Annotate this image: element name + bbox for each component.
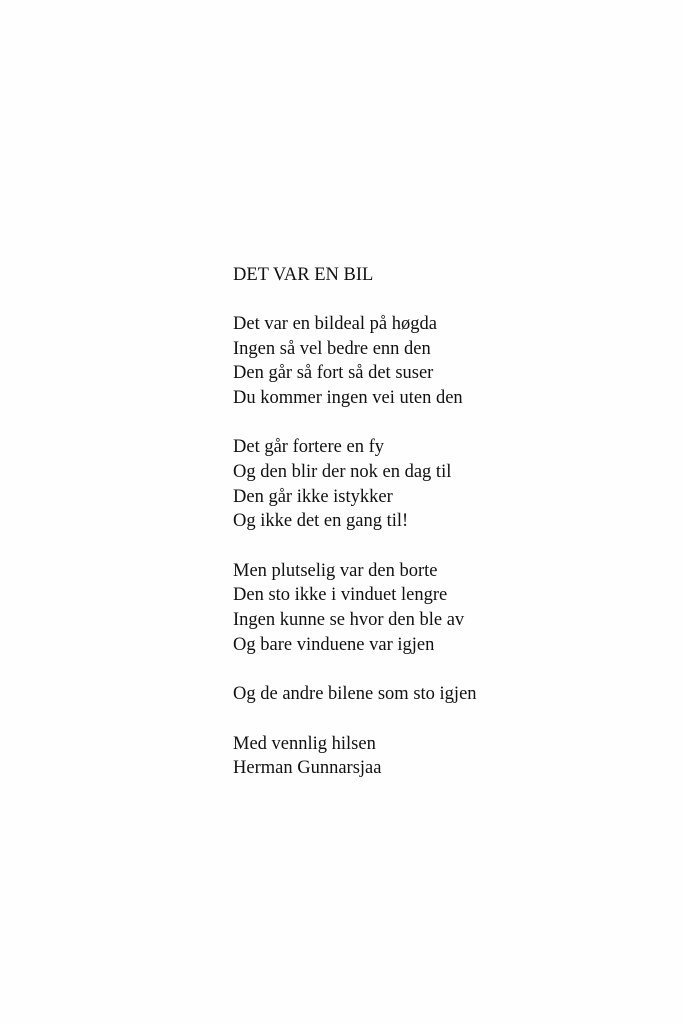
poem-line: Det var en bildeal på høgda [233,314,437,334]
poem-line: Det går fortere en fy [233,437,384,458]
poem-line: Du kommer ingen vei uten den [233,387,463,408]
closing-text: Med vennlig hilsen [233,733,376,754]
poem-line: Men plutselig var den borte [233,560,438,581]
poem-line: Og bare vinduene var igjen [233,634,435,655]
signature-block [233,732,653,781]
poem-line: Og den blir der nok en dag til [233,461,452,482]
poem-line: Den går så fort så det suser [233,363,434,384]
poem-line: Og ikke det en gang til! [233,511,409,532]
poem-line: Ingen kunne se hvor den ble av [233,609,465,630]
poem-line: Ingen så vel bedre enn den [233,338,431,359]
poem [233,263,653,781]
poem-line: Den går ikke istykker [233,486,393,507]
stanza-4 [233,682,653,707]
poem-line: Den sto ikke i vinduet lengre [233,585,448,606]
poem-title: DET VAR EN BIL [233,265,374,285]
stanza-2 [233,435,653,533]
author-name: Herman Gunnarsjaa [233,758,382,779]
poem-line: Og de andre bilene som sto igjen [233,684,477,705]
stanza-1 [233,312,653,410]
stanza-3 [233,559,653,657]
